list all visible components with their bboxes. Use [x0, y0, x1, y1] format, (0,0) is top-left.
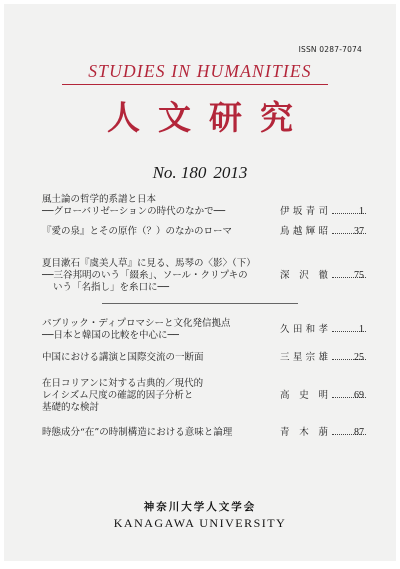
- article-subtitle: ──グローバリゼーションの時代のなかで──: [42, 206, 226, 217]
- article-subtitle: ──日本と韓国の比較を中心に──: [42, 330, 179, 341]
- issue-number: No. 180: [152, 163, 207, 182]
- toc-entry[interactable]: [42, 258, 364, 294]
- article-subtitle: いう「名指し」を糸口に──: [53, 282, 169, 293]
- title-rule: [62, 84, 328, 85]
- series-title-japanese: 人文研究: [107, 98, 311, 137]
- article-author: 久 田 和 孝: [280, 324, 328, 335]
- article-subtitle: 基礎的な検討: [42, 402, 100, 413]
- issn-number: ISSN 0287-7074: [298, 45, 362, 54]
- article-author: 青 木 萠: [280, 427, 328, 438]
- toc-entry[interactable]: [42, 194, 364, 218]
- article-title: 時態成分“在”の時制構造における意味と論理: [42, 427, 233, 438]
- article-page: 69: [354, 390, 364, 401]
- article-title: 中国における講演と国際交流の一断面: [42, 352, 204, 363]
- publisher-japanese: 神奈川大学人文学会: [143, 501, 257, 513]
- article-page: 37: [354, 226, 364, 237]
- article-author: 高 史 明: [280, 390, 328, 401]
- article-subtitle: レイシズム尺度の確認的因子分析と: [42, 390, 194, 401]
- article-page: 1: [359, 206, 364, 217]
- toc-entry[interactable]: [42, 352, 364, 364]
- article-title: 『愛の泉』とその原作（？）のなかのローマ: [42, 226, 233, 237]
- article-subtitle: ──三谷邦明のいう「綴糸」、ソール・クリプキの: [42, 270, 248, 281]
- section-divider: [102, 303, 298, 304]
- article-author: 鳥 越 輝 昭: [280, 226, 328, 237]
- issue-year: 2013: [213, 163, 248, 182]
- issue-line: [4, 163, 396, 183]
- article-page: 1: [359, 324, 364, 335]
- article-title: 風土論の哲学的系譜と日本: [42, 194, 157, 205]
- article-page: 25: [354, 352, 364, 363]
- journal-cover: [4, 4, 396, 561]
- series-title-english: STUDIES IN HUMANITIES: [88, 61, 312, 81]
- article-page: 75: [354, 270, 364, 281]
- article-page: 87: [354, 427, 364, 438]
- article-author: 三 星 宗 雄: [280, 352, 328, 363]
- article-title: 夏目漱石『虞美人草』に見る、馬琴の〈影〉（下）: [42, 258, 256, 269]
- article-title: 在日コリアンに対する古典的／現代的: [42, 378, 204, 389]
- article-title: パブリック・ディプロマシーと文化発信拠点: [42, 318, 231, 329]
- toc-entry[interactable]: [42, 318, 364, 342]
- toc-entry[interactable]: [42, 226, 364, 238]
- toc-entry[interactable]: [42, 378, 364, 414]
- article-author: 伊 坂 青 司: [280, 206, 328, 217]
- article-author: 深 沢 徹: [280, 270, 328, 281]
- toc-entry[interactable]: [42, 427, 364, 439]
- publisher-english: KANAGAWA UNIVERSITY: [113, 516, 287, 530]
